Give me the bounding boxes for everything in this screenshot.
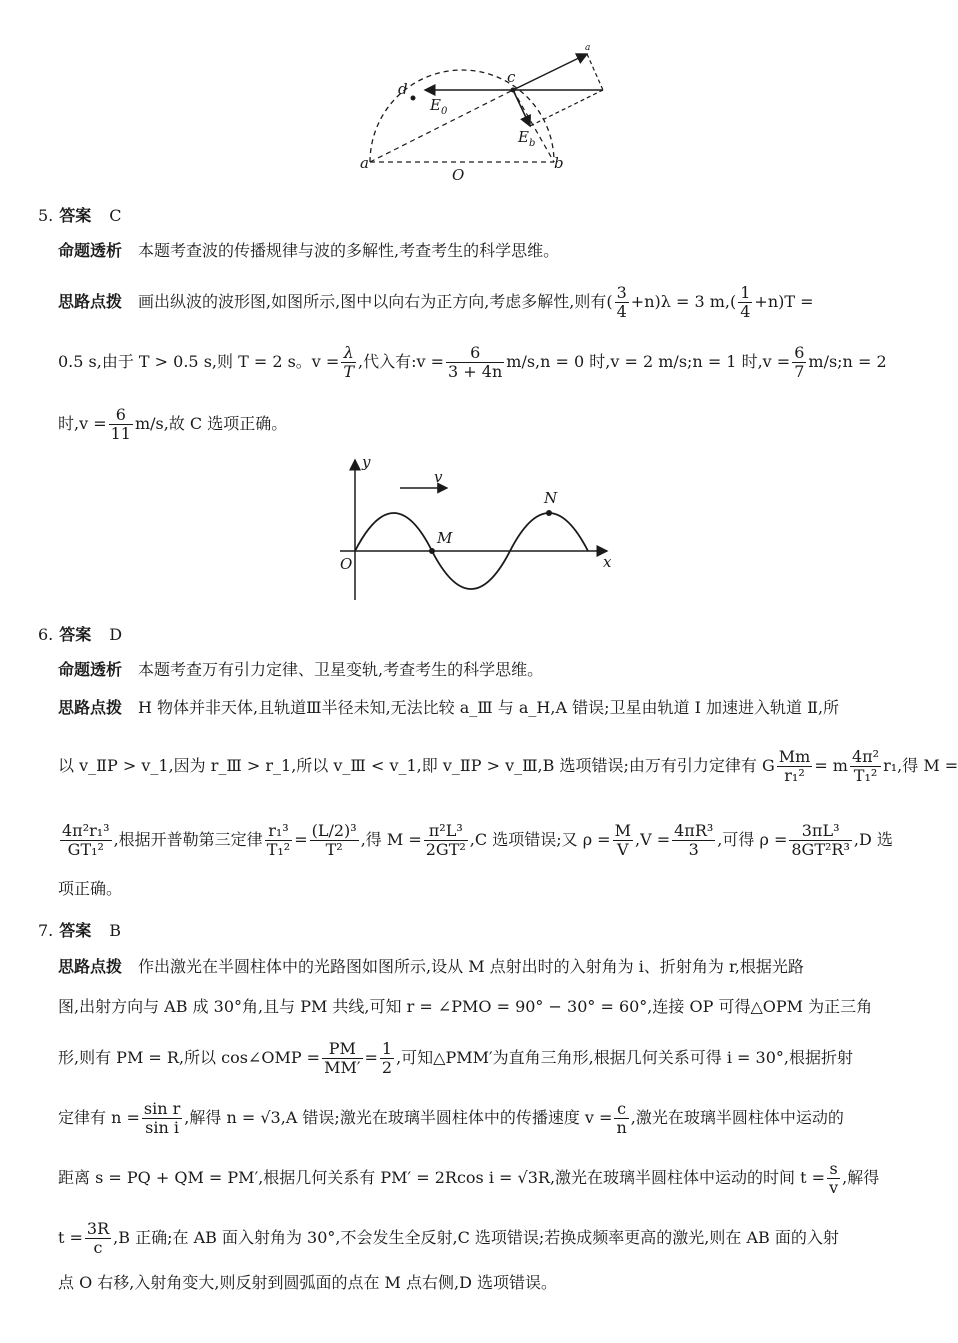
label-E0: $E_0$ (430, 96, 448, 117)
q5-answer-line: 5. 答案 C (38, 206, 122, 225)
dash-right-eb (530, 90, 603, 126)
q5-intent: 命题透析 本题考查波的传播规律与波的多解性,考查考生的科学思维。 (58, 241, 560, 260)
q6-answer-line: 6. 答案 D (38, 625, 123, 644)
q6-hint-line2: 以 v_ⅡP > v_1,因为 r_Ⅲ > r_1,所以 v_Ⅲ < v_1,即 v_ⅡP > v_Ⅲ,B 选项错误;由万有引力定律有 G $\frac{Mm}{\text{r₁²}}$ = m $\frac{\text{4π²}}{\text{T₁²}}$ r₁,得 M = (58, 747, 958, 785)
q7-hint-line7: 点 O 右移,入射角变大,则反射到圆弧面的点在 M 点右侧,D 选项错误。 (58, 1273, 558, 1292)
label-b: b (554, 154, 564, 172)
q5-hint-line1: 思路点拨 画出纵波的波形图,如图所示,图中以向右为正方向,考虑多解性,则有( $\frac{3}{4}$ +n)λ = 3 m,( $\frac{1}{4}$ +n)T = (58, 283, 814, 321)
label-O: O (452, 166, 465, 184)
point-M (429, 548, 435, 554)
label-Eb: $E_b$ (518, 128, 536, 149)
vector-a (513, 54, 587, 90)
q6-hint-line4: 项正确。 (58, 879, 123, 898)
label-N: N (544, 489, 558, 507)
point-N (546, 510, 552, 516)
label-M: M (437, 529, 453, 547)
label-c: c (507, 68, 516, 86)
dash-a-right (587, 54, 603, 90)
label-O: O (340, 555, 353, 573)
label-v: v (434, 468, 443, 486)
q6-intent: 命题透析 本题考查万有引力定律、卫星变轨,考查考生的科学思维。 (58, 660, 544, 679)
vector-Eb (513, 90, 530, 126)
label-y: y (362, 453, 371, 471)
label-d: d (398, 80, 408, 98)
figure-wave (0, 455, 950, 605)
label-a-small: a (585, 43, 591, 53)
point-c (511, 88, 516, 93)
point-d (411, 96, 416, 101)
label-x: x (603, 553, 612, 571)
q6-hint-line1: 思路点拨 H 物体并非天体,且轨道Ⅲ半径未知,无法比较 a_Ⅲ 与 a_H,A 错误;卫星由轨道 Ⅰ 加速进入轨道 Ⅱ,所 (58, 698, 840, 717)
q7-hint-line4: 定律有 n = $\frac{\text{sin r}}{\text{sin i}}$ ,解得 n = √3,A 错误;激光在玻璃半圆柱体中的传播速度 v = $\frac{c}{n}$ ,激光在玻璃半圆柱体中运动的 (58, 1099, 844, 1137)
line-a-c (370, 90, 513, 162)
q5-hint-line2: 0.5 s,由于 T > 0.5 s,则 T = 2 s。v = $\frac{\lambda}{T}$ ,代入有:v = $\frac{6}{3 + 4n}$ m/s,n = 0 时,v = 2 m/s;n = 1 时,v = $\frac{6}{7}$ m/s;n = 2 (58, 343, 887, 381)
q7-hint-line5: 距离 s = PQ + QM = PM′,根据几何关系有 PM′ = 2Rcos i = √3R,激光在玻璃半圆柱体中运动的时间 t = $\frac{s}{v}$ ,解得 (58, 1159, 880, 1197)
q7-hint-line2: 图,出射方向与 AB 成 30°角,且与 PM 共线,可知 r = ∠PMO = 90° − 30° = 60°,连接 OP 可得△OPM 为正三角 (58, 997, 873, 1016)
q7-hint-line3: 形,则有 PM = R,所以 cos∠OMP = $\frac{PM}{MM'}$ = $\frac{1}{2}$ ,可知△PMM′为直角三角形,根据几何关系可得 i = 30°,根据折射 (58, 1039, 853, 1077)
q7-answer-line: 7. 答案 B (38, 921, 122, 940)
q6-hint-line3: $\frac{\text{4π²r₁³}}{\text{GT₁²}}$ ,根据开普勒第三定律 $\frac{\text{r₁³}}{\text{T₁²}}$ = $\frac{\text{(L/2)³}}{\text{T²}}$ ,得 M = $\frac{\text{π²L³}}{\text{2GT²}}$ ,C 选项错误;又 ρ = $\frac{M}{V}$ ,V = $\frac{\text{4πR³}}{3}$ ,可得 ρ = $\frac{\text{3πL³}}{\text{8GT²R³}}$ ,D 选 (62, 821, 893, 859)
line-c-b (513, 90, 554, 162)
label-a: a (360, 154, 369, 172)
figure-semicircle-field (0, 0, 950, 190)
q5-hint-line3: 时,v = $\frac{6}{11}$ m/s,故 C 选项正确。 (58, 405, 288, 443)
q7-hint-line6: t = $\frac{3R}{c}$ ,B 正确;在 AB 面入射角为 30°,不会发生全反射,C 选项错误;若换成频率更高的激光,则在 AB 面的入射 (58, 1219, 839, 1257)
q7-hint-line1: 思路点拨 作出激光在半圆柱体中的光路图如图所示,设从 M 点射出时的入射角为 i、折射角为 r,根据光路 (58, 957, 804, 976)
